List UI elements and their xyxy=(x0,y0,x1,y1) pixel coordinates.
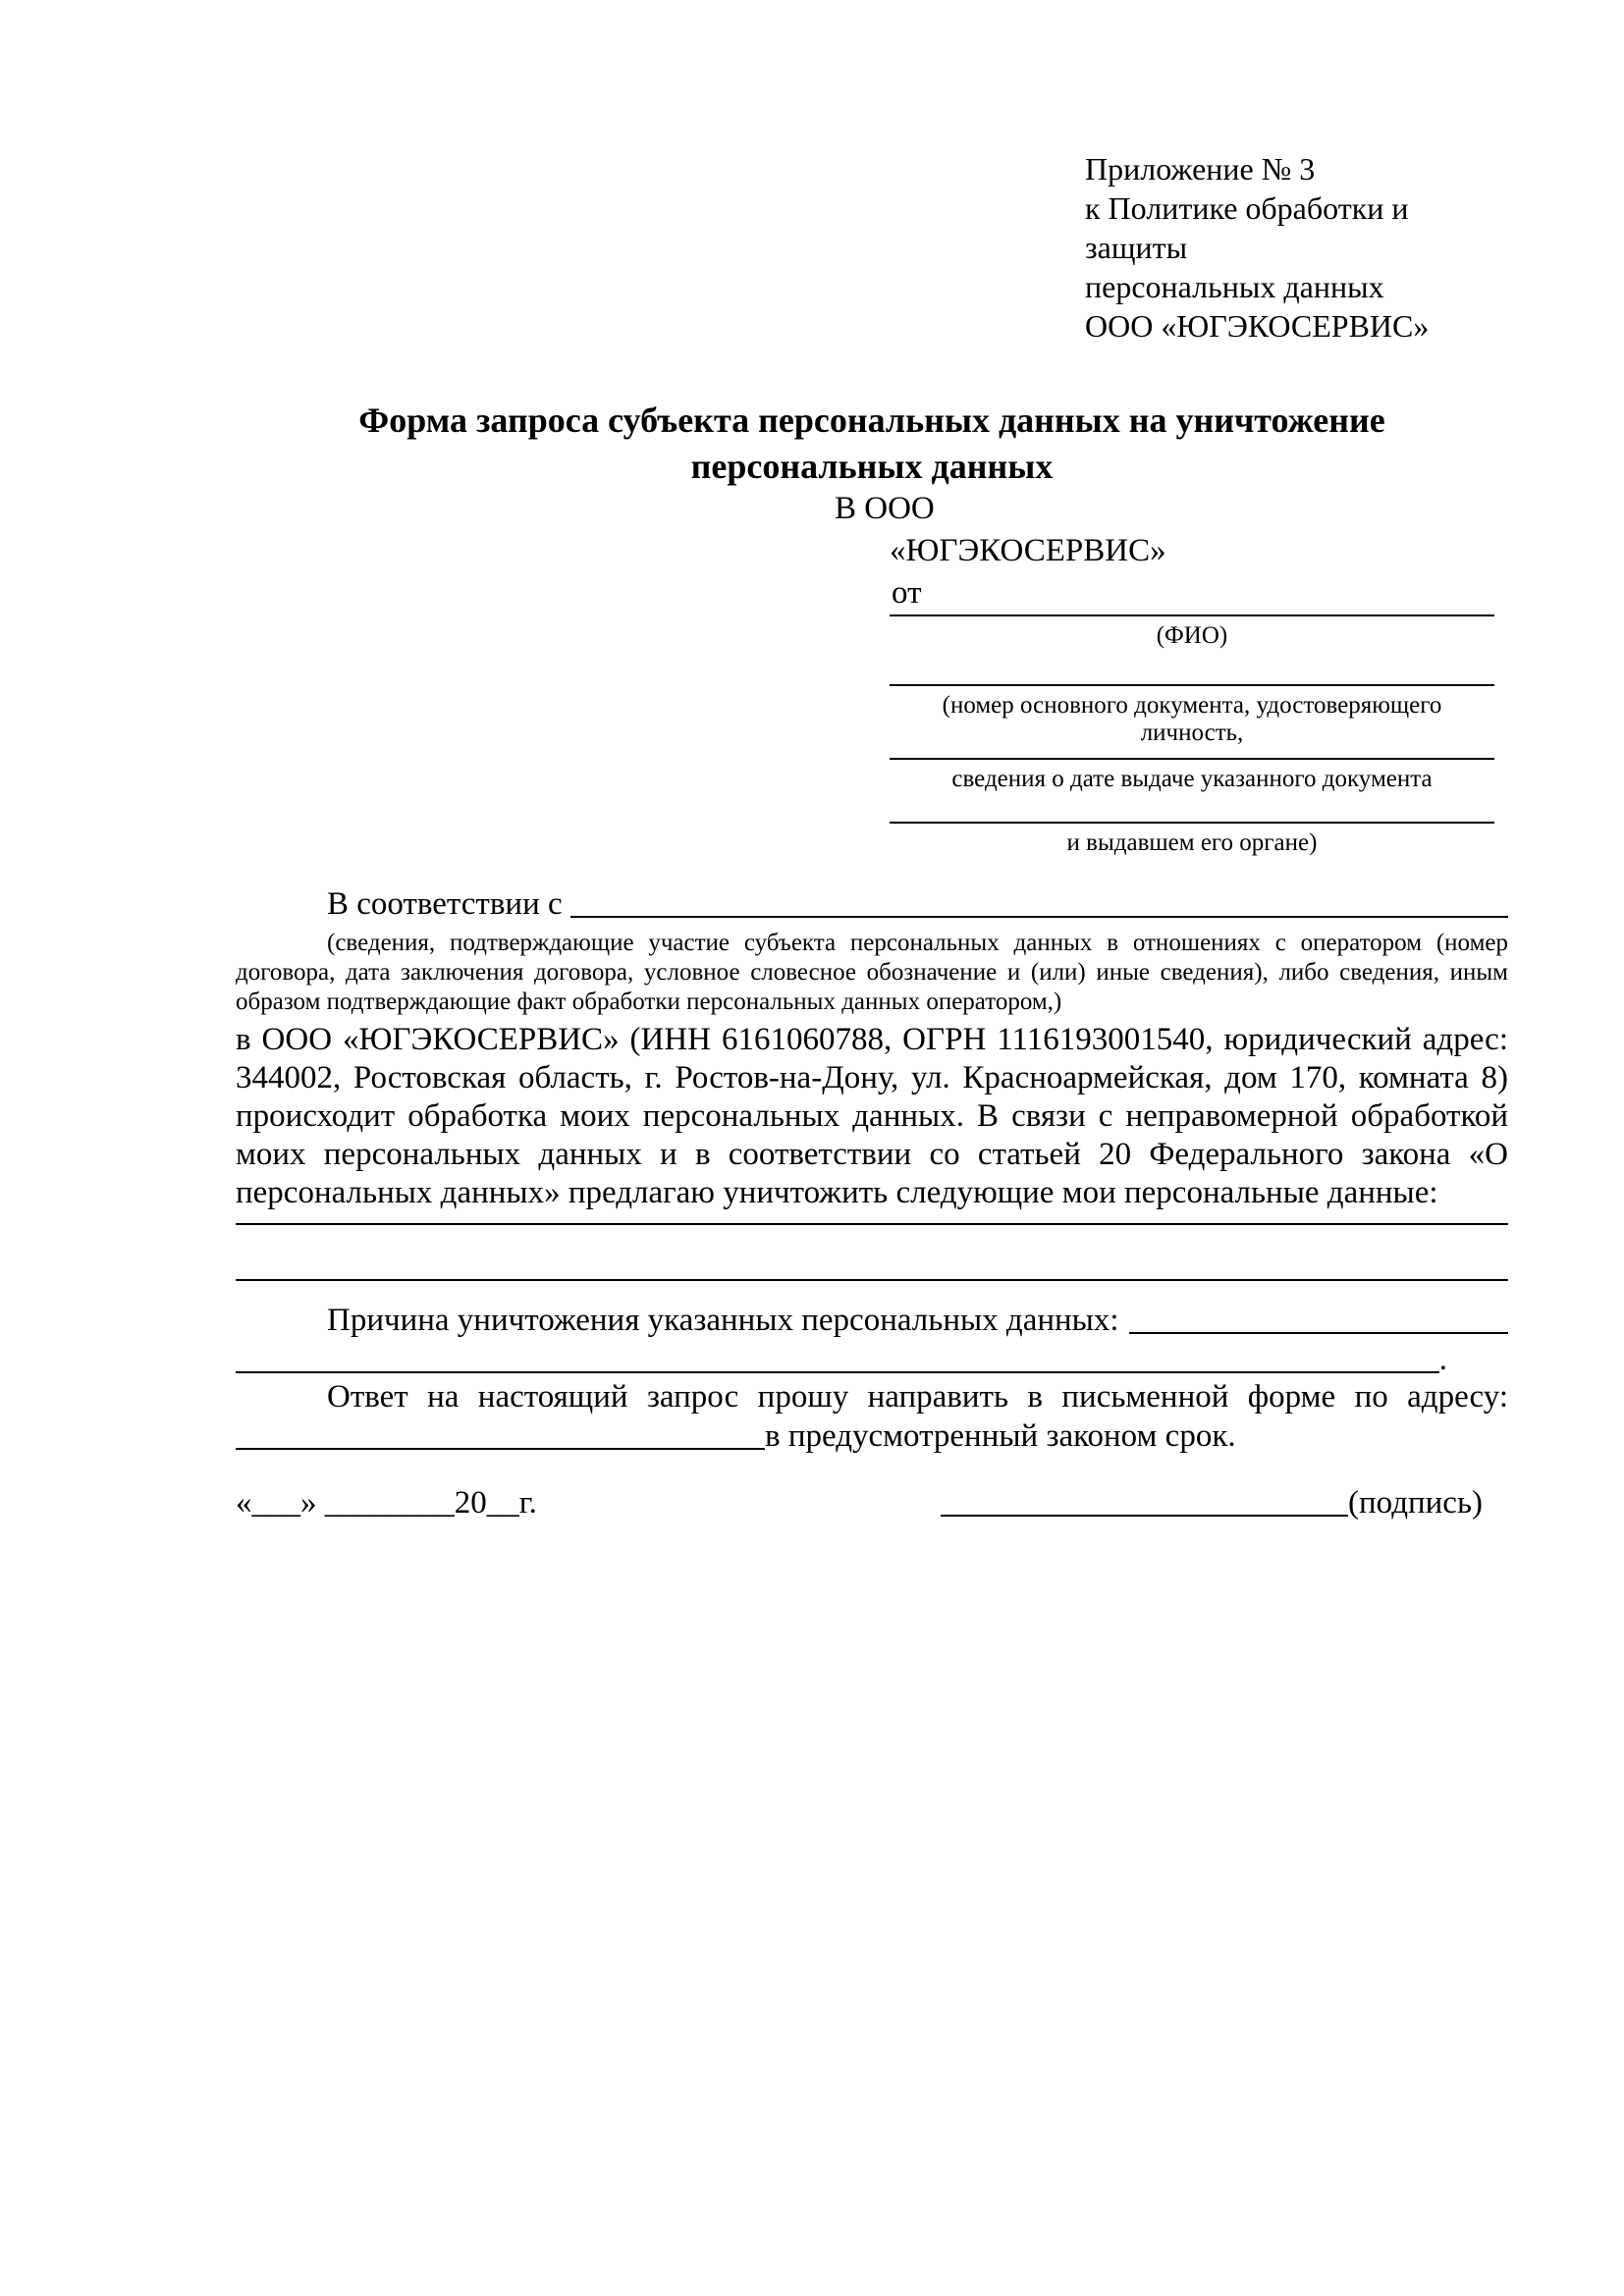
appendix-line-2: к Политике обработки и защиты xyxy=(1085,190,1409,265)
accordance-field-line[interactable] xyxy=(570,885,1508,918)
addressee-from-label: от xyxy=(892,575,922,611)
signature-field-line[interactable] xyxy=(941,1484,1348,1517)
doc-issuer-field-caption: и выдавшем его органе) xyxy=(1066,829,1318,856)
accordance-note: (сведения, подтверждающие участие субъекта персональных данных в отношениях с оператором (номер договора, дата заключения договора, условное словесное обозначение и (или) иные сведения), либо сведения, иным образом подтверждающие факт обработки персональных данных оператором,) xyxy=(236,930,1508,1015)
body-paragraph: в ООО «ЮГЭКОСЕРВИС» (ИНН 6161060788, ОГРН 1116193001540, юридический адрес: 344002, Ростовская область, г. Ростов-на-Дону, ул. Красноармейская, дом 170, комната 8) происходит обработка моих персональных данных. В связи с неправомерной обработкой моих персональных данных и в соответствии со статьей 20 Федерального закона «О персональных данных» предлагаю уничтожить следующие мои персональные данные: xyxy=(236,1022,1508,1210)
date-signature-row xyxy=(236,1484,1508,1522)
appendix-line-1: Приложение № 3 xyxy=(1085,151,1316,187)
term-row xyxy=(236,1417,1508,1456)
data-to-destroy-line-1[interactable] xyxy=(236,1223,1508,1225)
fio-field-caption: (ФИО) xyxy=(1156,622,1228,649)
page-title xyxy=(236,398,1508,490)
doc-issuer-field-line[interactable] xyxy=(890,822,1494,824)
appendix-line-4: ООО «ЮГЭКОСЕРВИС» xyxy=(1085,308,1430,344)
data-to-destroy-line-2[interactable] xyxy=(236,1279,1508,1281)
doc-issue-date-field-caption: сведения о дате выдаче указанного документа xyxy=(951,766,1433,792)
appendix-line-3: персональных данных xyxy=(1085,269,1384,304)
signature-group xyxy=(941,1484,1483,1522)
addressee-org-prefix: В ООО xyxy=(835,491,935,526)
page-title-line-2: персональных данных xyxy=(690,447,1054,486)
appendix-header xyxy=(1085,149,1517,346)
doc-number-field-caption: (номер основного документа, удостоверяющего личность, xyxy=(942,692,1442,746)
accordance-lead-text: В соответствии с xyxy=(327,886,563,922)
reason-field-line-2[interactable] xyxy=(236,1341,1439,1373)
doc-issue-date-field-line[interactable] xyxy=(890,758,1494,760)
address-field-line[interactable] xyxy=(236,1417,765,1450)
reason-row xyxy=(236,1302,1508,1340)
addressee-org-name: «ЮГЭКОСЕРВИС» xyxy=(890,533,1166,568)
reason-line-period: . xyxy=(1438,1342,1447,1377)
reason-field-line-1[interactable] xyxy=(1129,1302,1508,1334)
accordance-row xyxy=(236,885,1508,924)
term-tail-text: в предусмотренный законом срок. xyxy=(765,1418,1236,1454)
answer-sentence: Ответ на настоящий запрос прошу направить в письменной форме по адресу: xyxy=(327,1379,1508,1415)
reason-lead-text: Причина уничтожения указанных персональных данных: xyxy=(327,1303,1119,1338)
signature-caption: (подпись) xyxy=(1348,1485,1483,1521)
fio-field-line[interactable] xyxy=(890,614,1494,616)
page-title-line-1: Форма запроса субъекта персональных данных на уничтожение xyxy=(358,400,1385,440)
doc-number-field-line[interactable] xyxy=(890,684,1494,686)
date-field[interactable]: «___» ________20__г. xyxy=(236,1485,537,1521)
reason-continuation-row xyxy=(236,1341,1508,1379)
